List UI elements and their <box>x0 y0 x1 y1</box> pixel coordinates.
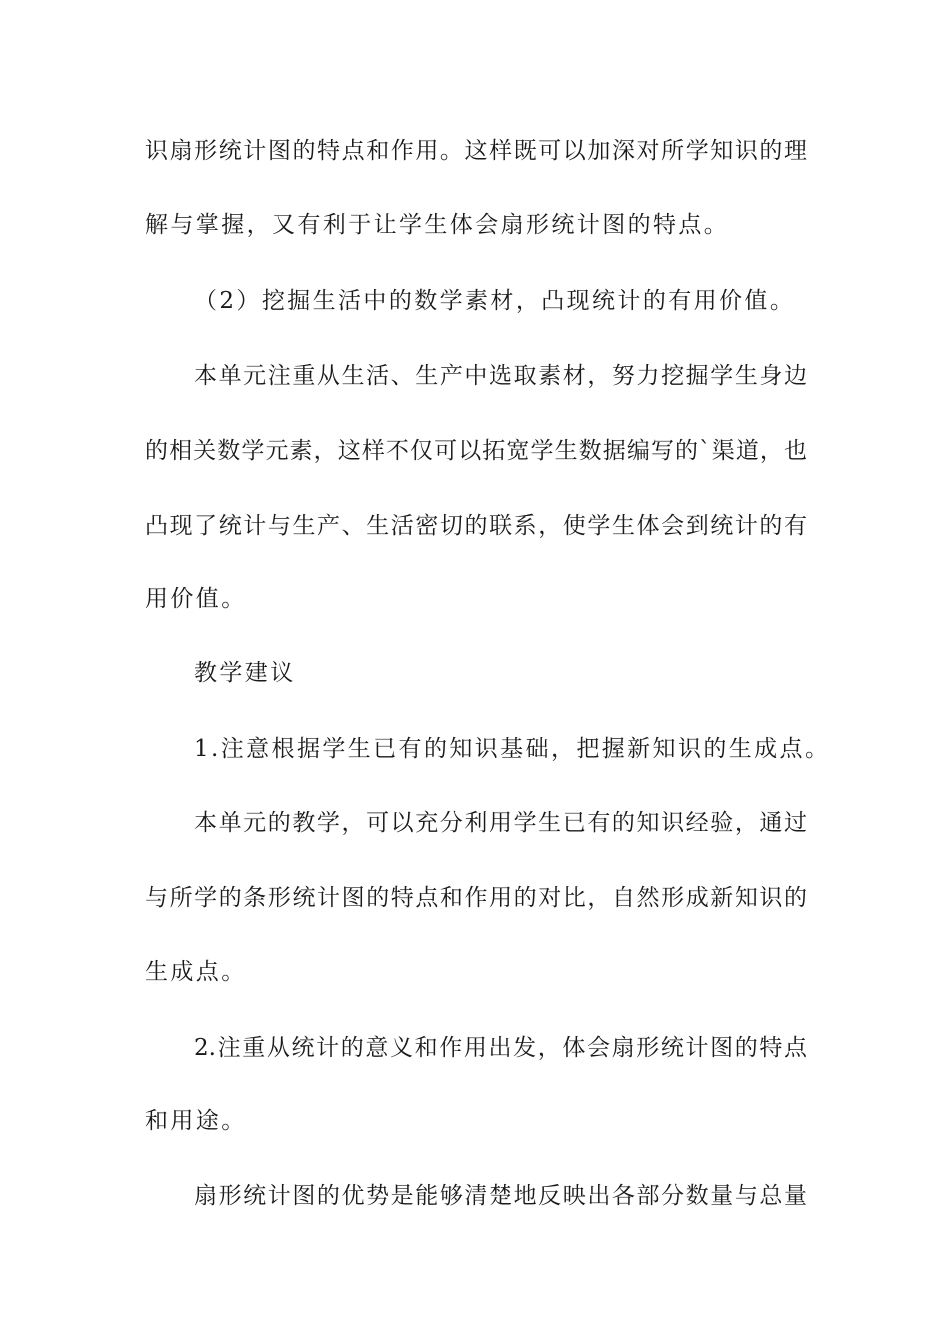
paragraph-line: 和用途。 <box>145 1108 247 1134</box>
paragraph-line: 的相关数学元素，这样不仅可以拓宽学生数据编写的`渠道，也 <box>145 438 807 464</box>
section-heading: 教学建议 <box>194 660 296 686</box>
paragraph-line: 本单元的教学，可以充分利用学生已有的知识经验，通过 <box>194 810 807 836</box>
paragraph-line: 与所学的条形统计图的特点和作用的对比，自然形成新知识的 <box>145 885 807 911</box>
paragraph-line: 解与掌握，又有利于让学生体会扇形统计图的特点。 <box>145 212 730 238</box>
paragraph-line: 凸现了统计与生产、生活密切的联系，使学生体会到统计的有 <box>145 513 807 539</box>
paragraph-line: 生成点。 <box>145 959 247 985</box>
numbered-point: 2.注重从统计的意义和作用出发，体会扇形统计图的特点 <box>194 1035 807 1061</box>
numbered-point: 1.注意根据学生已有的知识基础，把握新知识的生成点。 <box>194 736 831 762</box>
paragraph-line: 扇形统计图的优势是能够清楚地反映出各部分数量与总量 <box>194 1183 807 1209</box>
paragraph-line: 用价值。 <box>145 586 247 612</box>
paragraph-line: 识扇形统计图的特点和作用。这样既可以加深对所学知识的理 <box>145 138 807 164</box>
paragraph-line: 本单元注重从生活、生产中选取素材，努力挖掘学生身边 <box>194 363 807 389</box>
subsection-heading: （2）挖掘生活中的数学素材，凸现统计的有用价值。 <box>194 288 796 314</box>
